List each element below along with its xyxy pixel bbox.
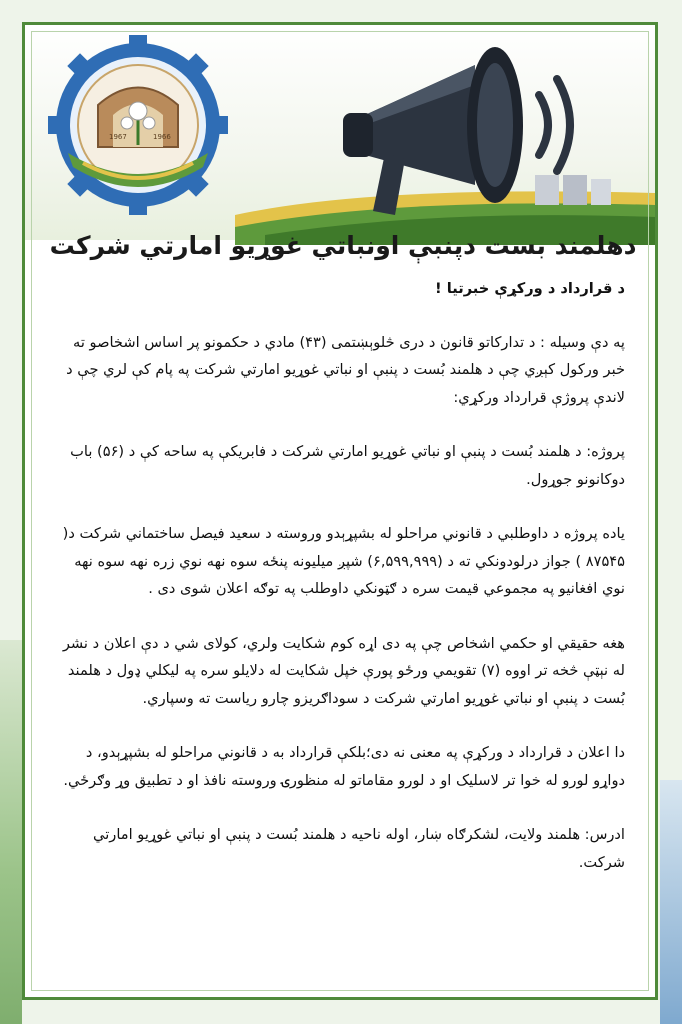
company-logo: [43, 35, 233, 215]
poster-header: [25, 25, 658, 240]
left-decoration: [0, 640, 22, 1024]
paragraph-complaints: هغه حقيقي او حکمي اشخاص چې په دی اړه کوم شکايت ولري، کولای شي د دې اعلان د نشر له نېټې څخه تر اووه (۷) تقويمي ورځو پورې خپل شکايت له دلايلو سره په ليکلي ډول د هلمند بُست د پنبې او نباتي غوړيو امارتي شرکت د سوداګريزو چارو رياست ته وسپاري.: [62, 634, 625, 707]
paragraph-winner: ياده پروژه د داوطلبي د قانوني مراحلو له بشپړېدو وروسته د سعيد فيصل ساختماني شرکت د( ۸۷۵۴۵ ) جواز درلودونکي ته د (۶,۵۹۹,۹۹۹) شپږ ميليونه پنځه سوه نهه نوي زره نهه سوه نهه نوي افغانيو په مجموعي قيمت سره د ګټونکي داوطلب په توګه اعلان شوی دی .: [62, 525, 625, 597]
paragraph-disclaimer: دا اعلان د قرارداد د ورکړې په معنی نه دی؛بلکې قرارداد به د قانوني مراحلو له بشپړېدو، د دواړو لورو له خوا تر لاسليک او د لورو مقاماتو له منظورۍ وروسته نافذ او د تطبيق وړ وګرځي.: [63, 744, 625, 789]
page-title: دهلمند بست دپنبې اونباتي غوړيو امارتي شرکت: [49, 231, 637, 260]
logo-year-right: 1966: [153, 133, 171, 141]
paragraph-address: ادرس: هلمند ولايت، لشکرګاه ښار، اوله ناحيه د هلمند بُست د پنبې او نباتي غوړيو امارتي شرکت.: [93, 826, 625, 871]
poster-frame: [22, 22, 658, 1000]
paragraph-intro: په دې وسيله : د تدارکاتو قانون د دری څلوېښتمی (۴۳) مادي د حکمونو پر اساس اشخاصو ته خبر ورکول کېږي چې د هلمند بُست د پنبې او نباتي غوړيو امارتي شرکت په پام کې لري چې د لاندې پروژې قرارداد ورکړي:: [66, 333, 625, 406]
announcement-heading: د قرارداد د ورکړې خبرتيا !: [435, 280, 625, 297]
megaphone-illustration: [325, 25, 595, 225]
paragraph-project: پروژه: د هلمند بُست د پنبې او نباتي غوړيو امارتي شرکت د فابريکې په ساحه کې د (۵۶) باب دوکانونو جوړول.: [70, 443, 625, 488]
right-decoration: [660, 780, 682, 1024]
megaphone-icon: [325, 25, 595, 225]
logo-year-left: 1967: [109, 133, 127, 141]
announcement-body: [39, 275, 643, 995]
